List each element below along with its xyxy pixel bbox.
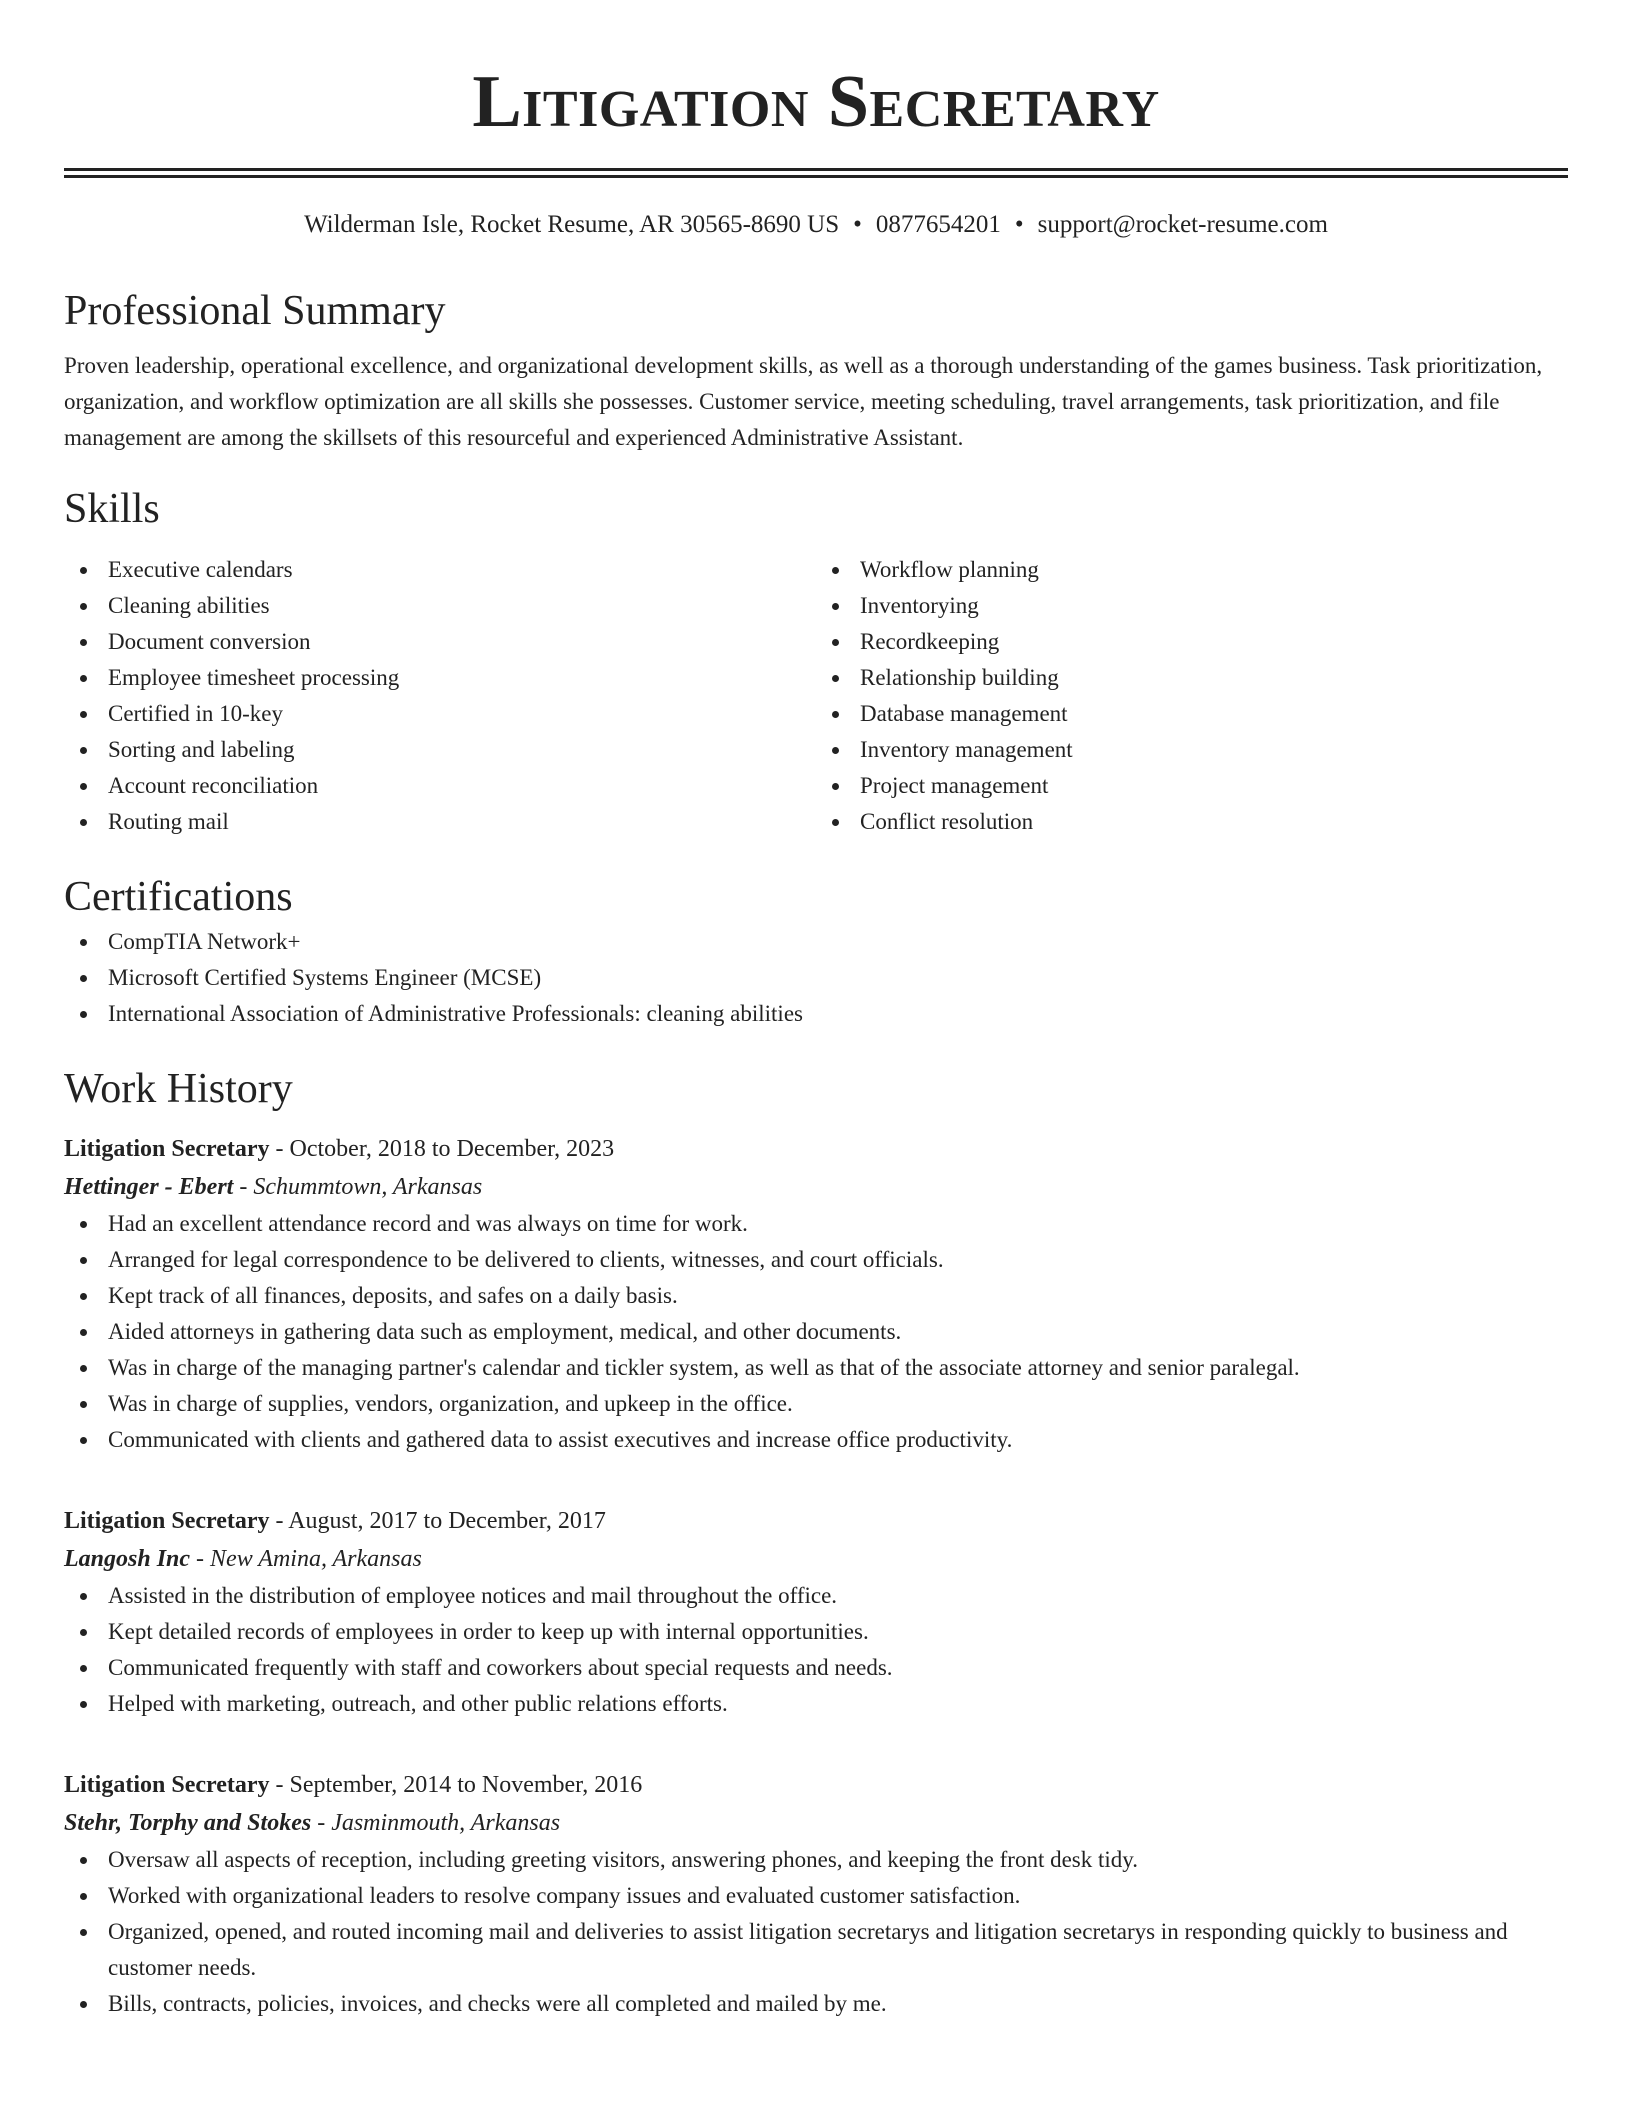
job-duty: Helped with marketing, outreach, and other public relations efforts. [64,1686,1568,1722]
skill-item: Inventorying [816,588,1568,624]
certification-item: International Association of Administrative Professionals: cleaning abilities [64,996,1568,1032]
job-location: Schummtown, Arkansas [253,1174,483,1200]
job-dash: - [269,1772,290,1798]
job-title: Litigation Secretary [64,1772,270,1798]
job-duty: Was in charge of the managing partner's calendar and tickler system, as well as that of the associate attorney and senior paralegal. [64,1350,1568,1386]
job-duty: Organized, opened, and routed incoming mail and deliveries to assist litigation secretarys and litigation secretarys in responding quickly to business and customer needs. [64,1914,1568,1986]
skills-section [64,482,1568,840]
job-title: Litigation Secretary [64,1136,270,1162]
work-history-heading: Work History [64,1066,293,1112]
job-location: Jasminmouth, Arkansas [331,1810,561,1836]
work-history-section [64,1062,1568,2022]
skills-column-left [64,552,816,840]
contact-separator: • [1014,211,1024,238]
job-duty: Kept detailed records of employees in order to keep up with internal opportunities. [64,1614,1568,1650]
job-company-line [64,1168,1568,1206]
job-duty: Communicated with clients and gathered data to assist executives and increase office productivity. [64,1422,1568,1458]
job-dash: - [269,1508,289,1534]
skill-item: Database management [816,696,1568,732]
job-company-line [64,1540,1568,1578]
job-dash: - [269,1136,290,1162]
contact-separator: • [853,211,862,238]
skill-item: Sorting and labeling [64,732,816,768]
job-duty: Oversaw all aspects of reception, including greeting visitors, answering phones, and keeping the front desk tidy. [64,1842,1568,1878]
header-double-rule [64,168,1568,178]
job-duty: Worked with organizational leaders to resolve company issues and evaluated customer satisfaction. [64,1878,1568,1914]
skill-item: Conflict resolution [816,804,1568,840]
skill-item: Workflow planning [816,552,1568,588]
skill-item: Recordkeeping [816,624,1568,660]
job-duty: Was in charge of supplies, vendors, organization, and upkeep in the office. [64,1386,1568,1422]
job-duty: Kept track of all finances, deposits, and safes on a daily basis. [64,1278,1568,1314]
job-duty: Had an excellent attendance record and was always on time for work. [64,1206,1568,1242]
job-dash: - [311,1810,332,1836]
skills-column-right [816,552,1568,840]
skill-item: Executive calendars [64,552,816,588]
job-company-line [64,1804,1568,1842]
job-location: New Amina, Arkansas [210,1546,422,1572]
job-duty: Communicated frequently with staff and coworkers about special requests and needs. [64,1650,1568,1686]
job-title-line [64,1502,1568,1540]
certification-item: Microsoft Certified Systems Engineer (MCSE) [64,960,1568,996]
certifications-list [64,924,1568,1032]
contact-line [64,208,1568,242]
job-entry [64,1130,1568,1458]
job-duties-list [64,1206,1568,1458]
certifications-section [64,870,1568,1032]
contact-address: Wilderman Isle, Rocket Resume, AR 30565-8690 US [304,211,840,238]
skills-heading: Skills [64,486,160,532]
skill-item: Project management [816,768,1568,804]
job-duties-list [64,1842,1568,2022]
job-title-line [64,1130,1568,1168]
job-company: Hettinger - Ebert [64,1174,234,1200]
job-title-line [64,1766,1568,1804]
contact-phone: 0877654201 [875,211,1001,238]
job-duty: Arranged for legal correspondence to be delivered to clients, witnesses, and court officials. [64,1242,1568,1278]
certifications-heading: Certifications [64,874,293,920]
skills-list-right [816,552,1568,840]
job-dates: October, 2018 to December, 2023 [289,1136,615,1162]
skill-item: Document conversion [64,624,816,660]
job-duties-list [64,1578,1568,1722]
job-dash: - [190,1546,211,1572]
contact-email: support@rocket-resume.com [1037,211,1328,238]
job-entry [64,1766,1568,2022]
skill-item: Account reconciliation [64,768,816,804]
job-dates: September, 2014 to November, 2016 [289,1772,643,1798]
skills-list-left [64,552,816,840]
skills-grid [64,552,1568,840]
skill-item: Certified in 10-key [64,696,816,732]
job-dates: August, 2017 to December, 2017 [288,1508,606,1534]
skill-item: Inventory management [816,732,1568,768]
skill-item: Relationship building [816,660,1568,696]
job-entry [64,1502,1568,1722]
job-title: Litigation Secretary [64,1508,270,1534]
summary-text: Proven leadership, operational excellence, and organizational development skills, as well as a thorough understanding of the games business. Task prioritization, organization, and workflow optimization are all skills she possesses. Customer service, meeting scheduling, travel arrangements, task prioritization, and file management are among the skillsets of this resourceful and experienced Administrative Assistant. [64,353,1543,450]
job-duty: Assisted in the distribution of employee notices and mail throughout the office. [64,1578,1568,1614]
certification-item: CompTIA Network+ [64,924,1568,960]
resume-name: Litigation Secretary [472,61,1160,143]
job-company: Stehr, Torphy and Stokes [64,1810,312,1836]
summary-section [64,284,1568,456]
job-company: Langosh Inc [64,1546,191,1572]
job-dash: - [233,1174,254,1200]
job-duty: Bills, contracts, policies, invoices, and checks were all completed and mailed by me. [64,1986,1568,2022]
job-duty: Aided attorneys in gathering data such as employment, medical, and other documents. [64,1314,1568,1350]
summary-heading: Professional Summary [64,288,446,334]
skill-item: Cleaning abilities [64,588,816,624]
skill-item: Routing mail [64,804,816,840]
skill-item: Employee timesheet processing [64,660,816,696]
